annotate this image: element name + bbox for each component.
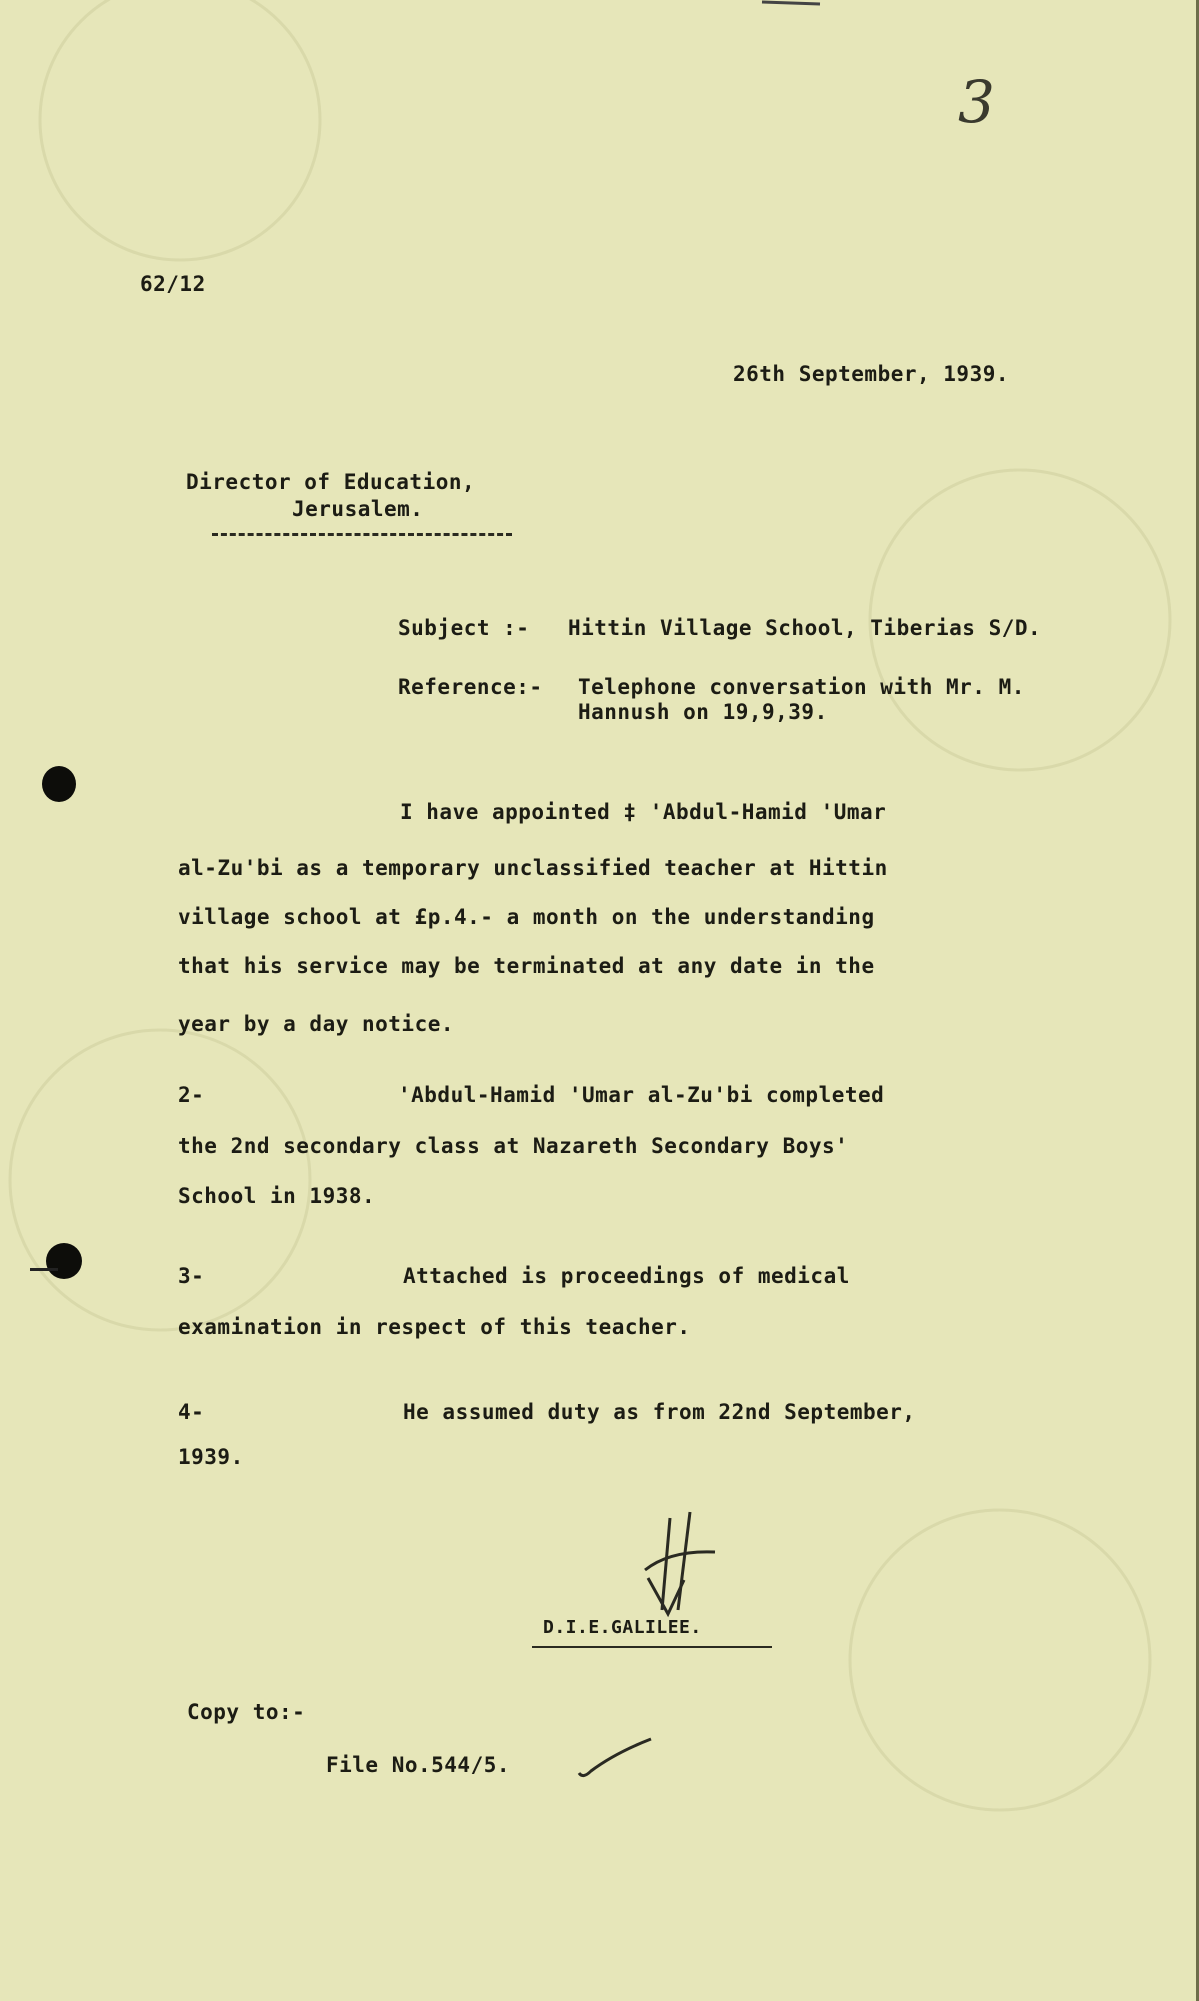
- reference-label: Reference:-: [398, 675, 543, 699]
- paragraph-4-line: He assumed duty as from 22nd September,: [403, 1400, 916, 1424]
- top-edge-mark: [760, 0, 830, 10]
- paragraph-1-line: I have appointed ‡ 'Abdul-Hamid 'Umar: [400, 800, 887, 824]
- copy-to-label: Copy to:-: [187, 1700, 306, 1724]
- page-number: 3: [958, 68, 995, 136]
- subject-text: Hittin Village School, Tiberias S/D.: [568, 616, 1042, 640]
- paragraph-2-number: 2-: [178, 1083, 205, 1107]
- copy-file-number: File No.544/5.: [326, 1753, 511, 1777]
- paragraph-1-line: that his service may be terminated at any date in the: [178, 954, 875, 978]
- subject-label: Subject :-: [398, 616, 530, 640]
- paragraph-1-line: village school at £p.4.- a month on the understanding: [178, 905, 875, 929]
- addressee-underline: [212, 533, 512, 536]
- file-reference: 62/12: [140, 272, 206, 296]
- paragraph-3-line: examination in respect of this teacher.: [178, 1315, 691, 1339]
- letter-date: 26th September, 1939.: [733, 362, 1010, 386]
- paragraph-3-number: 3-: [178, 1264, 205, 1288]
- punch-hole-top: [42, 766, 76, 802]
- paragraph-1-line: al-Zu'bi as a temporary unclassified teacher at Hittin: [178, 856, 888, 880]
- paragraph-2-line: 'Abdul-Hamid 'Umar al-Zu'bi completed: [398, 1083, 885, 1107]
- paragraph-4-number: 4-: [178, 1400, 205, 1424]
- signatory-name: D.I.E.GALILEE.: [543, 1617, 702, 1638]
- paragraph-1-line: year by a day notice.: [178, 1012, 455, 1036]
- addressee-line-2: Jerusalem.: [292, 497, 424, 521]
- signatory-underline: [532, 1646, 772, 1648]
- reference-text-line-1: Telephone conversation with Mr. M.: [578, 675, 1025, 699]
- reference-text-line-2: Hannush on 19,9,39.: [578, 700, 828, 724]
- check-mark-icon: [575, 1735, 655, 1780]
- paragraph-2-line: the 2nd secondary class at Nazareth Secondary Boys': [178, 1134, 849, 1158]
- addressee-line-1: Director of Education,: [186, 470, 476, 494]
- paragraph-2-line: School in 1938.: [178, 1184, 376, 1208]
- handwritten-signature: [640, 1510, 720, 1620]
- punch-hole-bottom: [46, 1243, 82, 1279]
- punch-hole-mark: [30, 1268, 58, 1271]
- paragraph-3-line: Attached is proceedings of medical: [403, 1264, 850, 1288]
- paragraph-4-line: 1939.: [178, 1445, 244, 1469]
